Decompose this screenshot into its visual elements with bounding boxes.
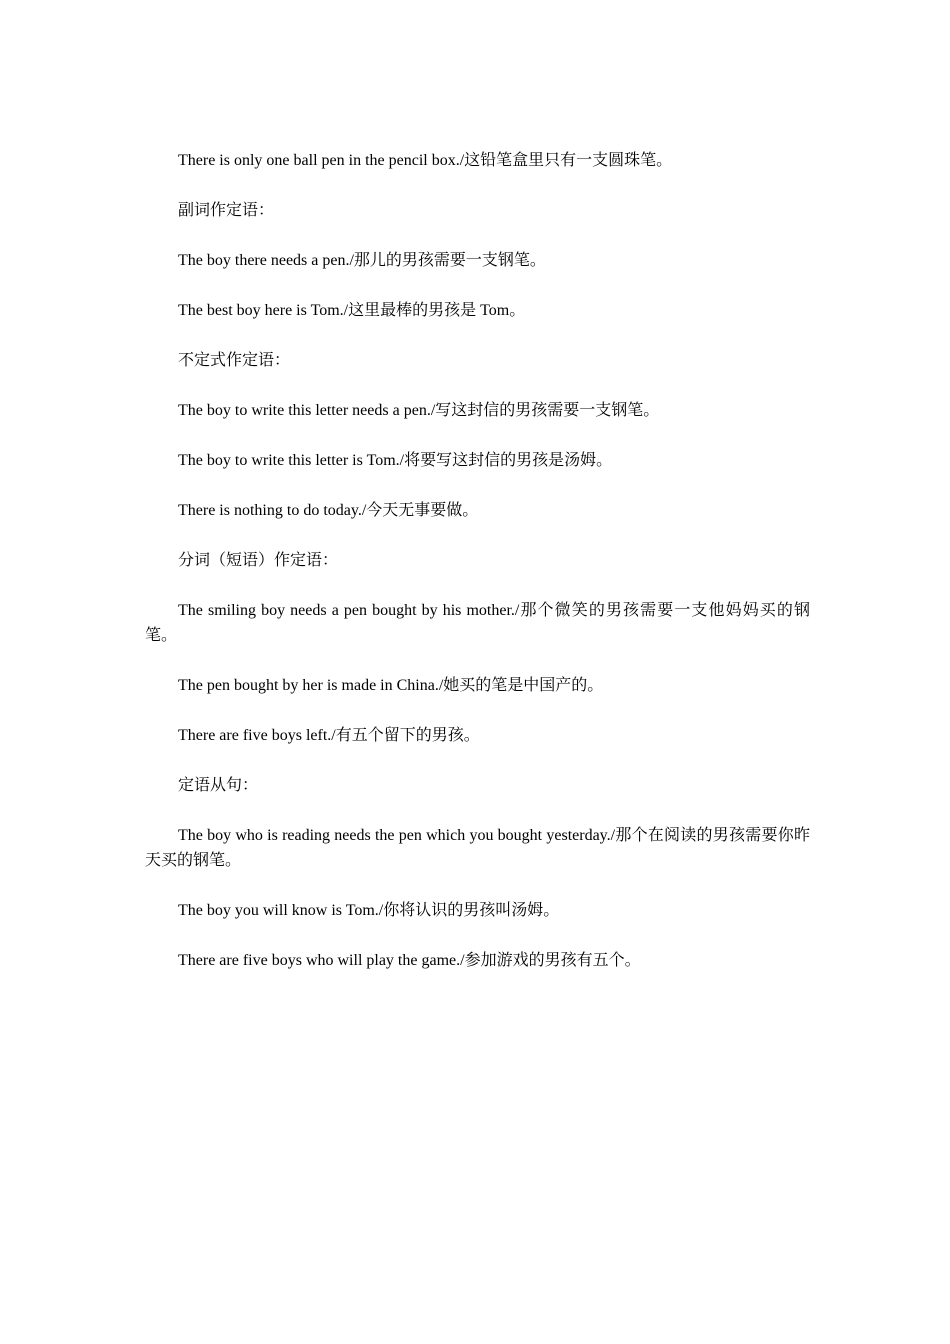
example-sentence: The boy to write this letter is Tom./将要写这封信的男孩是汤姆。 [178,452,613,469]
example-sentence: The boy who is reading needs the pen which you bought yesterday./那个在阅读的男孩需要你昨天买的钢笔。 [145,827,810,869]
example-sentence: The smiling boy needs a pen bought by his mother./那个微笑的男孩需要一支他妈妈买的钢笔。 [145,602,810,644]
example-sentence: The pen bought by her is made in China./她买的笔是中国产的。 [178,677,604,694]
example-sentence: The boy you will know is Tom./你将认识的男孩叫汤姆。 [178,902,560,919]
section-heading: 定语从句： [178,777,259,794]
section-heading: 不定式作定语： [178,352,291,369]
example-sentence: There are five boys left./有五个留下的男孩。 [178,727,480,744]
example-sentence: There is only one ball pen in the pencil box./这铅笔盒里只有一支圆珠笔。 [178,152,673,169]
example-sentence: The best boy here is Tom./这里最棒的男孩是 Tom。 [178,302,526,319]
example-sentence: There are five boys who will play the game./参加游戏的男孩有五个。 [178,952,641,969]
document-body [145,148,810,998]
section-heading: 分词（短语）作定语： [178,552,339,569]
example-sentence: The boy there needs a pen./那儿的男孩需要一支钢笔。 [178,252,546,269]
section-heading: 副词作定语： [178,202,275,219]
example-sentence: There is nothing to do today./今天无事要做。 [178,502,479,519]
example-sentence: The boy to write this letter needs a pen./写这封信的男孩需要一支钢笔。 [178,402,660,419]
